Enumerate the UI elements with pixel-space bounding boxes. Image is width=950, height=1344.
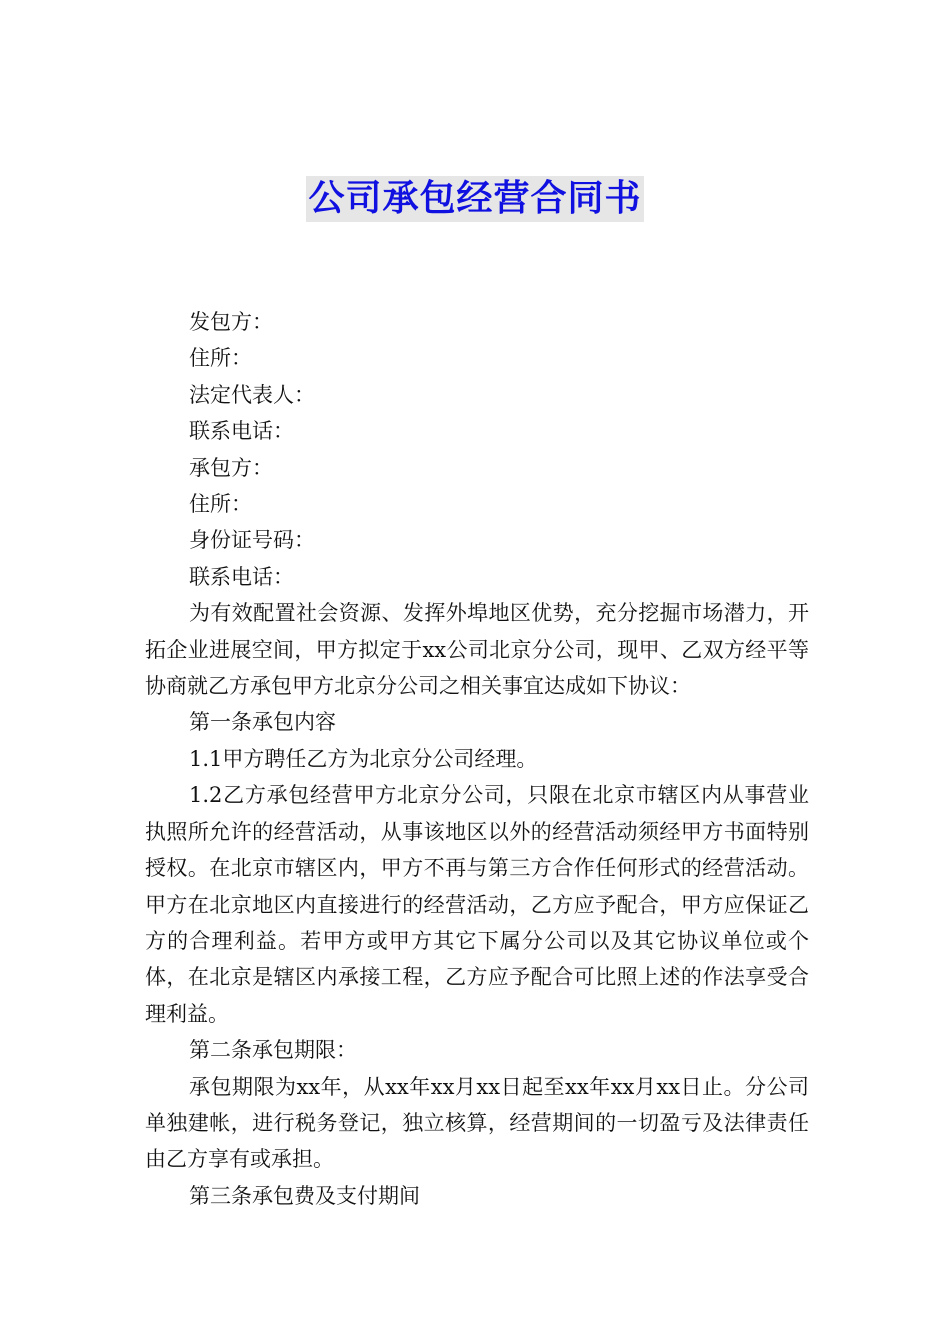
field-contractor-address: 住所：: [189, 492, 252, 517]
field-issuer-phone: 联系电话：: [189, 419, 294, 444]
article-2-heading: 第二条承包期限：: [189, 1038, 357, 1063]
document-title: 公司承包经营合同书: [306, 176, 643, 222]
preamble-paragraph: 为有效配置社会资源、发挥外埠地区优势，充分挖掘市场潜力，开拓企业进展空间，甲方拟定于xx公司北京分公司，现甲、乙双方经平等协商就乙方承包甲方北京分公司之相关事宜达成如下协议：: [145, 601, 809, 699]
article-2-body: 承包期限为xx年，从xx年xx月xx日起至xx年xx月xx日止。分公司单独建帐，进行税务登记，独立核算，经营期间的一切盈亏及法律责任由乙方享有或承担。: [145, 1074, 809, 1172]
clause-1-2: 1.2乙方承包经营甲方北京分公司，只限在北京市辖区内从事营业执照所允许的经营活动，从事该地区以外的经营活动须经甲方书面特别授权。在北京市辖区内，甲方不再与第三方合作任何形式的经营活动。甲方在北京地区内直接进行的经营活动，乙方应予配合，甲方应保证乙方的合理利益。若甲方或甲方其它下属分公司以及其它协议单位或个体，在北京是辖区内承接工程，乙方应予配合可比照上述的作法享受合理利益。: [145, 783, 809, 1026]
field-id-number: 身份证号码：: [189, 528, 315, 553]
field-issuer-address: 住所：: [189, 346, 252, 371]
field-legal-representative: 法定代表人：: [189, 382, 315, 407]
article-3-heading: 第三条承包费及支付期间: [189, 1183, 420, 1208]
field-issuer: 发包方：: [189, 310, 273, 334]
document-body: [145, 304, 809, 1214]
field-contractor-phone: 联系电话：: [189, 564, 294, 589]
title-area: [0, 176, 950, 222]
article-1-heading: 第一条承包内容: [189, 710, 336, 735]
field-contractor: 承包方：: [189, 455, 273, 480]
clause-1-1: 1.1甲方聘任乙方为北京分公司经理。: [189, 746, 538, 771]
